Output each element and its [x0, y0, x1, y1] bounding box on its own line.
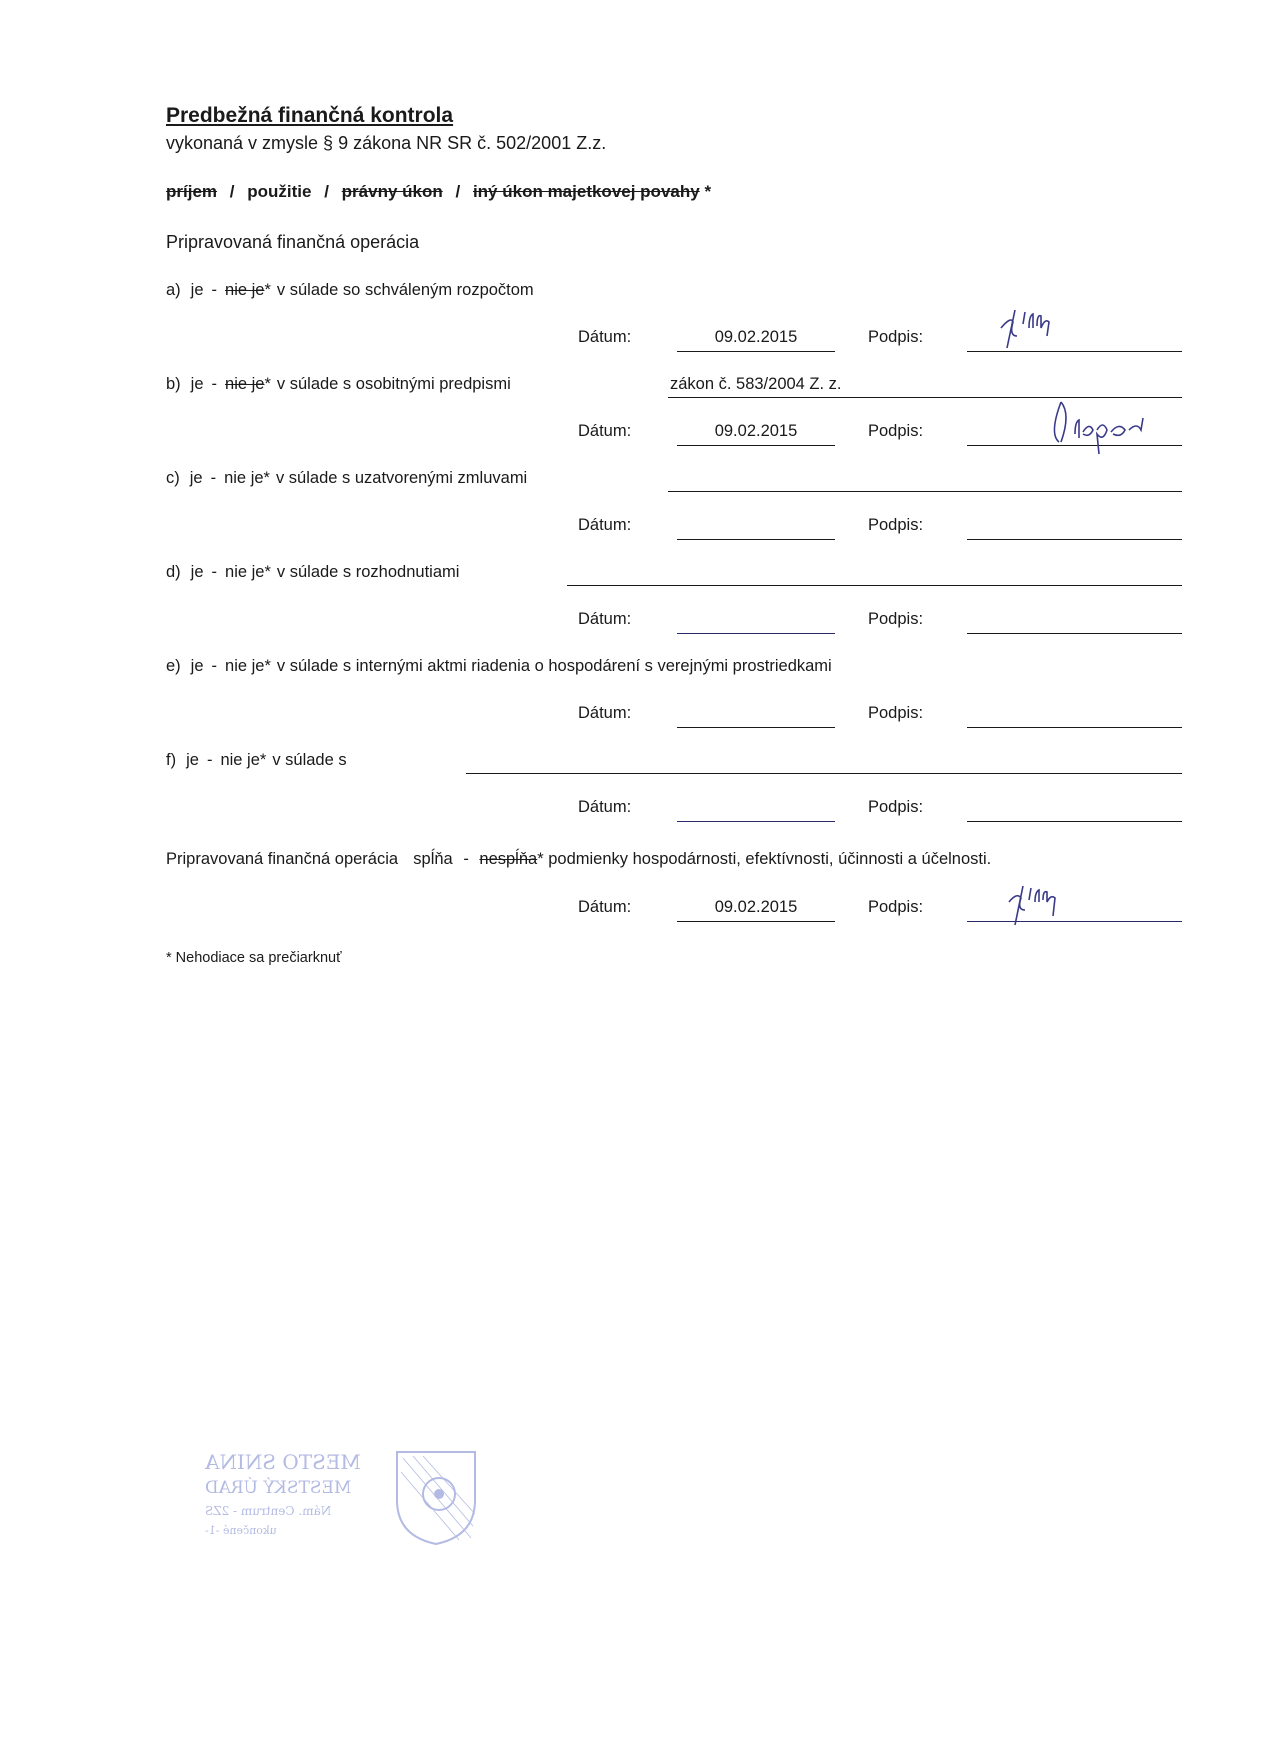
- footnote: * Nehodiace sa prečiarknuť: [166, 950, 342, 966]
- date-value: 09.02.2015: [714, 422, 798, 440]
- condition-text: v súlade s internými aktmi riadenia o hospodárení s verejnými prostriedkami: [276, 657, 832, 675]
- date-label: Dátum:: [578, 422, 632, 440]
- final-date-label: Dátum:: [578, 898, 632, 916]
- condition-text: v súlade s osobitnými predpismi: [276, 375, 511, 393]
- condition-a: [166, 281, 534, 300]
- type-other-act: iný úkon majetkovej povahy: [472, 182, 700, 201]
- final-signature: [995, 880, 1075, 930]
- final-suffix: podmienky hospodárnosti, efektívnosti, účinnosti a účelnosti.: [548, 850, 992, 868]
- condition-star: *: [264, 281, 271, 299]
- final-signature-label: Podpis:: [868, 898, 924, 916]
- signature-label: Podpis:: [868, 328, 924, 346]
- date-line: [677, 351, 835, 352]
- operation-type-line: [166, 182, 711, 202]
- signature-label: Podpis:: [868, 798, 924, 816]
- stamp-text: ukončené -1-: [205, 1524, 277, 1537]
- condition-fill-line: [567, 585, 1182, 586]
- condition-regulation: zákon č. 583/2004 Z. z.: [670, 375, 842, 393]
- condition-is: je: [190, 563, 204, 581]
- date-line: [677, 727, 835, 728]
- signature-line: [967, 539, 1182, 540]
- condition-e: [166, 657, 832, 676]
- final-star: *: [537, 850, 544, 868]
- condition-is: je: [189, 469, 203, 487]
- date-line: [677, 821, 835, 822]
- intro-text: Pripravovaná finančná operácia: [166, 232, 420, 252]
- condition-letter: b): [166, 375, 181, 393]
- type-separator: /: [324, 182, 329, 201]
- condition-is: je: [190, 281, 204, 299]
- handwritten-signature: [985, 306, 1095, 370]
- final-date-value: 09.02.2015: [714, 898, 798, 916]
- signature-label: Podpis:: [868, 422, 924, 440]
- condition-b: [166, 375, 511, 394]
- condition-is-not: nie je: [220, 751, 260, 769]
- final-dash: -: [463, 850, 469, 868]
- condition-letter: f): [166, 751, 177, 769]
- condition-is-not: nie je: [225, 563, 265, 581]
- type-separator: /: [455, 182, 461, 201]
- condition-text: v súlade so schváleným rozpočtom: [276, 281, 534, 299]
- stamp-text: Nám. Centrum - 2ZS: [205, 1504, 332, 1518]
- condition-d: [166, 563, 459, 582]
- condition-is: je: [190, 657, 204, 675]
- form-title: Predbežná finančná kontrola: [166, 104, 454, 127]
- condition-letter: a): [166, 281, 181, 299]
- condition-is-not: nie je: [225, 375, 265, 393]
- date-line: [677, 539, 835, 540]
- handwritten-signature: [1045, 394, 1155, 458]
- condition-text: v súlade s uzatvorenými zmluvami: [275, 469, 528, 487]
- signature-line: [967, 727, 1182, 728]
- date-label: Dátum:: [578, 704, 632, 722]
- condition-star: *: [264, 375, 271, 393]
- official-stamp: [205, 1448, 485, 1558]
- condition-star: *: [264, 563, 271, 581]
- condition-star: *: [264, 657, 271, 675]
- condition-text: v súlade s rozhodnutiami: [276, 563, 460, 581]
- signature-line: [967, 633, 1182, 634]
- type-income: príjem: [166, 182, 218, 201]
- condition-dash: -: [210, 469, 217, 487]
- signature-label: Podpis:: [868, 704, 924, 722]
- final-date-line: [677, 921, 835, 922]
- date-label: Dátum:: [578, 516, 632, 534]
- type-legal-act: právny úkon: [341, 182, 443, 201]
- condition-star: *: [259, 751, 267, 769]
- final-statement: [166, 850, 991, 869]
- stamp-text: MESTSKÝ ÚRAD: [205, 1478, 352, 1498]
- condition-is-not: nie je: [225, 657, 265, 675]
- form-subtitle: vykonaná v zmysle § 9 zákona NR SR č. 502/2001 Z.z.: [166, 133, 607, 153]
- signature-label: Podpis:: [868, 516, 924, 534]
- condition-letter: e): [166, 657, 181, 675]
- date-line: [677, 633, 835, 634]
- condition-c: [166, 469, 527, 488]
- condition-letter: c): [166, 469, 180, 487]
- condition-fill-line: [466, 773, 1182, 774]
- type-separator: /: [229, 182, 235, 201]
- stamp-text: MESTO SNINA: [205, 1450, 361, 1474]
- condition-f: [166, 751, 347, 770]
- final-prefix: Pripravovaná finančná operácia: [166, 850, 399, 868]
- type-asterisk: *: [704, 182, 712, 201]
- condition-dash: -: [211, 657, 218, 675]
- date-line: [677, 445, 835, 446]
- condition-fill-line: [668, 491, 1182, 492]
- condition-dash: -: [211, 563, 218, 581]
- final-not-meets: nespĺňa: [479, 850, 538, 868]
- date-label: Dátum:: [578, 798, 632, 816]
- date-value: 09.02.2015: [714, 328, 798, 346]
- condition-is-not: nie je: [225, 281, 265, 299]
- condition-is: je: [190, 375, 204, 393]
- type-usage: použitie: [247, 182, 312, 201]
- final-meets: spĺňa: [413, 850, 453, 868]
- coat-of-arms-icon: [393, 1448, 479, 1546]
- date-label: Dátum:: [578, 610, 632, 628]
- date-label: Dátum:: [578, 328, 632, 346]
- condition-letter: d): [166, 563, 181, 581]
- condition-dash: -: [206, 751, 213, 769]
- signature-label: Podpis:: [868, 610, 924, 628]
- signature-line: [967, 821, 1182, 822]
- condition-is-not: nie je: [224, 469, 264, 487]
- condition-dash: -: [211, 281, 218, 299]
- condition-star: *: [263, 469, 270, 487]
- condition-is: je: [186, 751, 199, 769]
- condition-text: v súlade s: [272, 751, 347, 769]
- condition-dash: -: [211, 375, 218, 393]
